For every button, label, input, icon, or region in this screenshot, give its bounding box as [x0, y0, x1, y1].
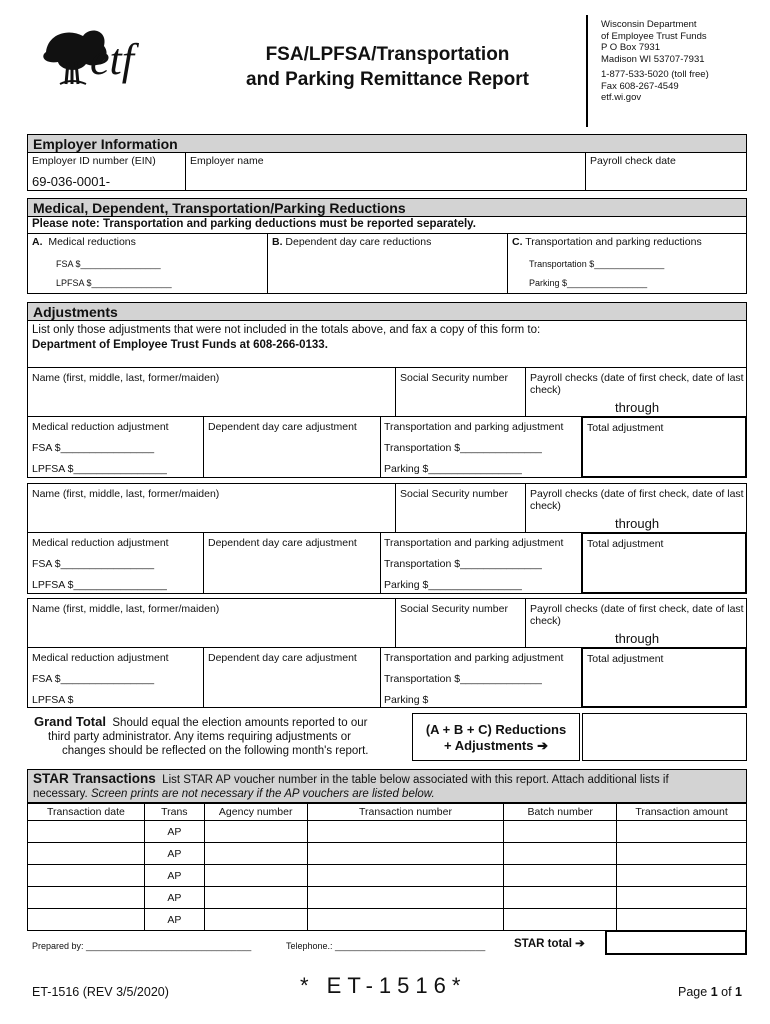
- telephone-field[interactable]: Telephone.: ______________________________: [286, 941, 486, 951]
- name-label: Name (first, middle, last, former/maiden): [32, 372, 220, 384]
- star-table-header: [28, 804, 747, 821]
- dependent-adjustment-label: Dependent day care adjustment: [208, 652, 357, 664]
- grand-total-heading: Grand Total: [34, 714, 106, 729]
- table-row: [28, 821, 747, 843]
- table-row: [28, 887, 747, 909]
- trans-type-cell: AP: [144, 887, 204, 909]
- transaction-amount-cell[interactable]: [617, 843, 747, 865]
- medical-adjustment-label: Medical reduction adjustment: [32, 537, 169, 549]
- reductions-section-heading: Medical, Dependent, Transportation/Parking Reductions: [27, 198, 747, 217]
- agency-number-cell[interactable]: [204, 865, 307, 887]
- agency-number-cell[interactable]: [204, 843, 307, 865]
- transaction-date-cell[interactable]: [28, 909, 145, 931]
- grand-total-text: Grand Total Should equal the election amounts reported to our third party administrator. Any items requiring adjustments or changes should be reflected on the following month's report.: [34, 714, 369, 757]
- employer-name-field[interactable]: [188, 169, 582, 189]
- form-id: ET-1516 (REV 3/5/2020): [32, 985, 169, 999]
- batch-number-cell[interactable]: [504, 821, 617, 843]
- payroll-checks-label: Payroll checks (date of first check, date of last check): [530, 488, 744, 512]
- parking-reduction-field[interactable]: Parking $________________: [529, 278, 648, 288]
- dependent-adjustment-label: Dependent day care adjustment: [208, 421, 357, 433]
- logo-text: etf: [90, 35, 134, 84]
- lpfsa-adjustment-field[interactable]: LPFSA $: [32, 694, 74, 706]
- fsa-adjustment-field[interactable]: FSA $________________: [32, 442, 155, 454]
- ssn-label: Social Security number: [400, 603, 508, 615]
- name-label: Name (first, middle, last, former/maiden): [32, 603, 220, 615]
- transaction-date-cell[interactable]: [28, 843, 145, 865]
- adjustments-section-heading: Adjustments: [27, 302, 747, 321]
- transaction-number-cell[interactable]: [307, 887, 504, 909]
- dependent-reductions-label: B. Dependent day care reductions: [272, 236, 432, 248]
- batch-number-cell[interactable]: [504, 909, 617, 931]
- trans-type-cell: AP: [144, 843, 204, 865]
- transportation-adjustment-label: Transportation and parking adjustment: [384, 652, 564, 664]
- star-table: [27, 803, 747, 931]
- transportation-reductions-label: C. Transportation and parking reductions: [512, 236, 702, 248]
- fsa-reduction-field[interactable]: FSA $________________: [56, 259, 161, 269]
- transaction-date-cell[interactable]: [28, 821, 145, 843]
- adjustment-block-3: [27, 598, 747, 708]
- table-row: [28, 865, 747, 887]
- batch-number-cell[interactable]: [504, 865, 617, 887]
- parking-adjustment-field[interactable]: Parking $________________: [384, 579, 522, 591]
- trans-type-cell: AP: [144, 865, 204, 887]
- column-header: Transaction number: [307, 804, 504, 821]
- agency-number-cell[interactable]: [204, 821, 307, 843]
- column-header: Batch number: [504, 804, 617, 821]
- etf-logo: [38, 22, 178, 92]
- transaction-amount-cell[interactable]: [617, 865, 747, 887]
- transaction-number-cell[interactable]: [307, 821, 504, 843]
- through-label: through: [615, 400, 660, 415]
- agency-number-cell[interactable]: [204, 909, 307, 931]
- lpfsa-adjustment-field[interactable]: LPFSA $________________: [32, 579, 167, 591]
- batch-number-cell[interactable]: [504, 843, 617, 865]
- parking-adjustment-field[interactable]: Parking $: [384, 694, 429, 706]
- payroll-date-label: Payroll check date: [590, 155, 676, 167]
- dependent-reductions-field[interactable]: [270, 252, 504, 292]
- page-title: FSA/LPFSA/Transportation and Parking Remittance Report: [246, 44, 529, 90]
- payroll-checks-label: Payroll checks (date of first check, date of last check): [530, 372, 744, 396]
- medical-reductions-label: A. Medical reductions: [32, 236, 136, 248]
- transaction-number-cell[interactable]: [307, 909, 504, 931]
- star-section-heading: STAR Transactions List STAR AP voucher number in the table below associated with this report. Attach additional lists if necessary. Screen prints are not necessary if the AP vouchers are listed below.: [27, 769, 747, 803]
- column-header: Transaction date: [28, 804, 145, 821]
- transportation-adjustment-field[interactable]: Transportation $______________: [384, 442, 542, 454]
- transaction-number-cell[interactable]: [307, 843, 504, 865]
- transportation-adjustment-field[interactable]: Transportation $______________: [384, 673, 542, 685]
- table-row: [28, 843, 747, 865]
- prepared-by-field[interactable]: Prepared by: _________________________________: [32, 941, 252, 951]
- transaction-number-cell[interactable]: [307, 865, 504, 887]
- transportation-reduction-field[interactable]: Transportation $______________: [529, 259, 665, 269]
- reductions-note: Please note: Transportation and parking deductions must be reported separately.: [32, 218, 476, 230]
- adjustment-block-1: [27, 367, 747, 478]
- dependent-adjustment-label: Dependent day care adjustment: [208, 537, 357, 549]
- parking-adjustment-field[interactable]: Parking $________________: [384, 463, 522, 475]
- total-adjustment-box[interactable]: Total adjustment: [581, 532, 747, 594]
- fsa-adjustment-field[interactable]: FSA $________________: [32, 673, 155, 685]
- transportation-adjustment-label: Transportation and parking adjustment: [384, 537, 564, 549]
- page-number: Page 1 of 1: [678, 985, 742, 999]
- medical-adjustment-label: Medical reduction adjustment: [32, 652, 169, 664]
- ein-field[interactable]: 69-036-0001-: [32, 174, 111, 189]
- lpfsa-reduction-field[interactable]: LPFSA $________________: [56, 278, 172, 288]
- employer-name-label: Employer name: [190, 155, 264, 167]
- grand-total-formula: (A + B + C) Reductions + Adjustments ➔: [412, 713, 580, 761]
- total-adjustment-box[interactable]: Total adjustment: [581, 416, 747, 478]
- barcode-text: * ET-1516*: [300, 973, 467, 998]
- ssn-label: Social Security number: [400, 488, 508, 500]
- transaction-amount-cell[interactable]: [617, 887, 747, 909]
- trans-type-cell: AP: [144, 821, 204, 843]
- transaction-date-cell[interactable]: [28, 887, 145, 909]
- batch-number-cell[interactable]: [504, 887, 617, 909]
- star-total-label: STAR total ➔: [514, 938, 585, 950]
- ssn-label: Social Security number: [400, 372, 508, 384]
- transaction-date-cell[interactable]: [28, 865, 145, 887]
- ein-label: Employer ID number (EIN): [32, 155, 156, 167]
- column-header: Agency number: [204, 804, 307, 821]
- total-adjustment-box[interactable]: Total adjustment: [581, 647, 747, 708]
- name-label: Name (first, middle, last, former/maiden): [32, 488, 220, 500]
- header-divider: [586, 15, 588, 127]
- reductions-section: [27, 216, 747, 294]
- table-row: [28, 909, 747, 931]
- column-header: Transaction amount: [617, 804, 747, 821]
- adjustment-block-2: [27, 483, 747, 594]
- employer-section: [27, 152, 747, 191]
- adjustments-intro: List only those adjustments that were not included in the totals above, and fax a copy of this form to: Department of Employee Trust Funds at 608-266-0133.: [27, 320, 747, 368]
- grand-total-field[interactable]: [582, 713, 747, 761]
- transaction-amount-cell[interactable]: [617, 821, 747, 843]
- fsa-adjustment-field[interactable]: FSA $________________: [32, 558, 155, 570]
- agency-address: Wisconsin Department of Employee Trust Funds P O Box 7931 Madison WI 53707-7931 1-877-533-5020 (toll free) Fax 608-267-4549 etf.wi.gov: [601, 19, 709, 103]
- star-total-field[interactable]: [605, 930, 747, 955]
- trans-type-cell: AP: [144, 909, 204, 931]
- agency-number-cell[interactable]: [204, 887, 307, 909]
- through-label: through: [615, 631, 660, 646]
- employer-section-heading: Employer Information: [27, 134, 747, 153]
- transportation-adjustment-field[interactable]: Transportation $______________: [384, 558, 542, 570]
- transportation-adjustment-label: Transportation and parking adjustment: [384, 421, 564, 433]
- lpfsa-adjustment-field[interactable]: LPFSA $________________: [32, 463, 167, 475]
- through-label: through: [615, 516, 660, 531]
- payroll-checks-label: Payroll checks (date of first check, date of last check): [530, 603, 744, 627]
- payroll-date-field[interactable]: [588, 169, 744, 189]
- column-header: Trans: [144, 804, 204, 821]
- transaction-amount-cell[interactable]: [617, 909, 747, 931]
- medical-adjustment-label: Medical reduction adjustment: [32, 421, 169, 433]
